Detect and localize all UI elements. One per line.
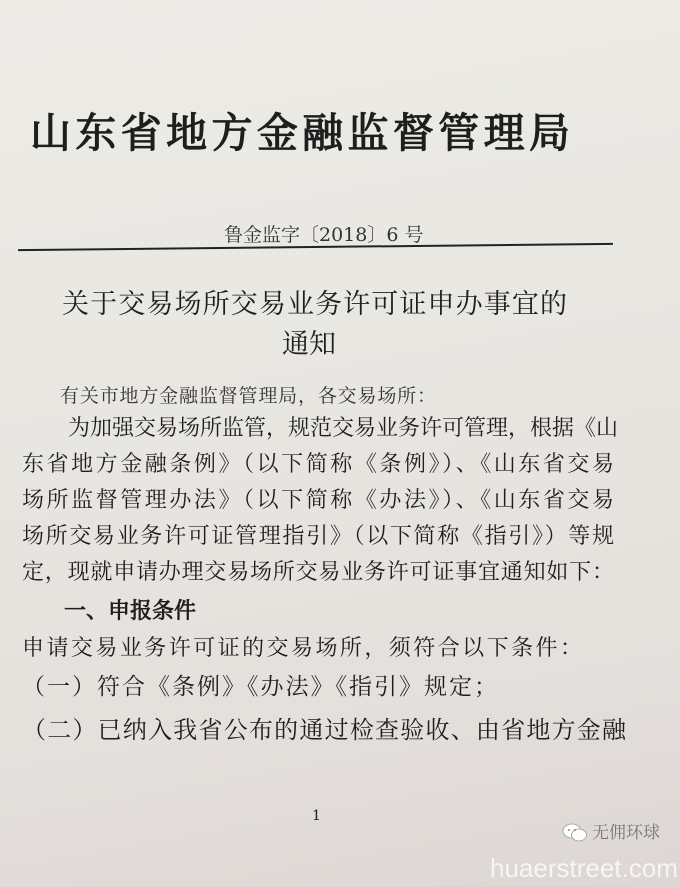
section-line: （二）已纳入我省公布的通过检查验收、由省地方金融 bbox=[22, 716, 626, 744]
body-line: 场所交易业务许可证管理指引》（以下简称《指引》）等规 bbox=[22, 524, 614, 549]
watermark-site: huaerstreet.com bbox=[490, 853, 678, 883]
section-line: 申请交易业务许可证的交易场所，须符合以下条件： bbox=[22, 636, 582, 661]
page-number: 1 bbox=[312, 808, 321, 824]
document-title-line1: 关于交易场所交易业务许可证申办事宜的 bbox=[62, 289, 567, 320]
body-line: 为加强交易场所监管，规范交易业务许可管理，根据《山 bbox=[68, 416, 619, 441]
body-line: 东省地方金融条例》（以下简称《条例》）、《山东省交易 bbox=[22, 452, 614, 477]
issuing-organization: 山东省地方金融监督管理局 bbox=[30, 109, 570, 157]
document-number: 鲁金监字〔2018〕6 号 bbox=[224, 224, 424, 246]
addressee: 有关市地方金融监督管理局，各交易场所： bbox=[60, 385, 436, 407]
body-line: 场所监督管理办法》（以下简称《办法》）、《山东省交易 bbox=[22, 488, 614, 513]
body-line: 定，现就申请办理交易场所交易业务许可证事宜通知如下： bbox=[22, 560, 614, 585]
section-heading: 一、申报条件 bbox=[64, 599, 197, 624]
document-title-line2: 通知 bbox=[282, 329, 336, 360]
section-line: （一）符合《条例》《办法》《指引》规定； bbox=[22, 674, 499, 700]
wechat-icon bbox=[562, 823, 588, 843]
watermark-name: 无佣环球 bbox=[592, 823, 660, 842]
